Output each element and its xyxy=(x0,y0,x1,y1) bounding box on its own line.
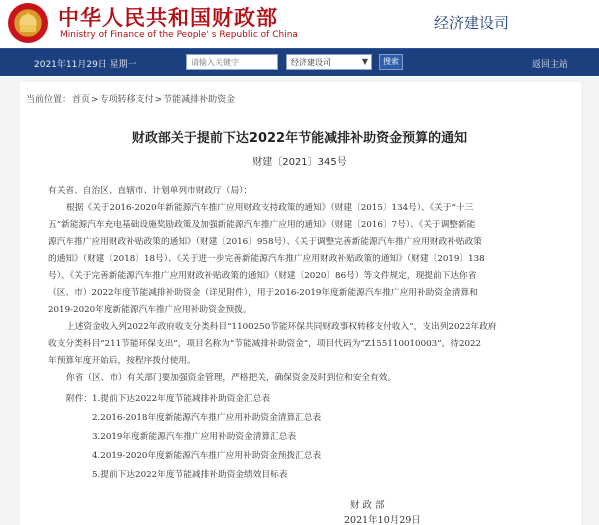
breadcrumb-item-current[interactable]: 节能减排补助资金 xyxy=(163,95,236,105)
attachments-label: 附件： xyxy=(66,394,93,404)
paragraph-1-line: 五”新能源汽车充电基础设施奖励政策及加强新能源汽车推广应用的通知》（财建〔2016〕7号）、《关于调整新能 xyxy=(48,220,476,230)
attachment-item[interactable]: 2.2016-2018年度新能源汽车推广应用补助资金清算汇总表 xyxy=(92,413,322,423)
attachment-item[interactable]: 1.提前下达2022年度节能减排补助资金汇总表 xyxy=(92,394,271,404)
search-button[interactable]: 搜索 xyxy=(379,54,403,70)
sign-date: 2021年10月29日 xyxy=(344,515,421,525)
paragraph-1-line: 的通知》（财建〔2018〕18号）、《关于进一步完善新能源汽车推广应用财政补贴政策的通知》（财建〔2019〕138 xyxy=(48,254,485,264)
section-title: 经济建设司 xyxy=(434,14,510,32)
site-title: 中华人民共和国财政部 xyxy=(58,6,278,30)
signature: 财 政 部 xyxy=(350,500,385,511)
document-title: 财政部关于提前下达2022年节能减排补助资金预算的通知 xyxy=(131,131,468,146)
department-select[interactable] xyxy=(286,54,372,70)
breadcrumb xyxy=(26,92,236,105)
chevron-down-icon: ▼ xyxy=(361,57,368,66)
breadcrumb-separator: > xyxy=(91,95,99,105)
department-select-value: 经济建设司 xyxy=(291,58,331,67)
paragraph-3: 你省（区、市）有关部门要加强资金管理，严格把关，确保资金及时到位和安全有效。 xyxy=(66,373,397,383)
search-input[interactable] xyxy=(186,54,278,70)
paragraph-1-line: （区、市）2022年度节能减排补助资金（详见附件），用于2016-2019年度新能源汽车推广应用补助资金清算和 xyxy=(48,288,478,298)
paragraph-2-line: 收支分类科目“211节能环保支出”，项目名称为“节能减排补助资金”，项目代码为“Z155110010003”，待2022 xyxy=(48,339,482,349)
star-icon: ★ xyxy=(22,10,34,25)
breadcrumb-item-home[interactable]: 首页 xyxy=(72,95,91,105)
breadcrumb-prefix: 当前位置： xyxy=(26,95,72,105)
paragraph-1-line: 源汽车推广应用财政补贴政策的通知》（财建〔2016〕958号）、《关于调整完善新能源汽车推广应用财政补贴政策 xyxy=(48,237,482,247)
attachment-item[interactable]: 3.2019年度新能源汽车推广应用补助资金清算汇总表 xyxy=(92,432,297,442)
attachment-item[interactable]: 5.提前下达2022年度节能减排补助资金绩效目标表 xyxy=(92,470,288,480)
document-number: 财建〔2021〕345号 xyxy=(252,157,347,168)
home-link[interactable]: 返回主站 xyxy=(532,60,569,70)
paragraph-1-line: 2019-2020年度新能源汽车推广应用补助资金预拨。 xyxy=(48,305,252,315)
site-header xyxy=(0,0,599,48)
paragraph-2-line: 上述资金收入列2022年政府收支分类科目“1100250节能环保共同财政事权转移支付收入”，支出列2022年政府 xyxy=(66,322,497,332)
paragraph-2-line: 年预算年度开始后，按程序拨付使用。 xyxy=(48,356,196,366)
top-navbar xyxy=(0,48,599,76)
salutation: 有关省、自治区、直辖市、计划单列市财政厅（局）： xyxy=(48,186,253,196)
paragraph-1-line: 号）、《关于完善新能源汽车推广应用财政补贴政策的通知》（财建〔2020〕86号）等文件规定，现提前下达你省 xyxy=(48,271,477,281)
paragraph-1-line: 根据《关于2016-2020年新能源汽车推广应用财政支持政策的通知》（财建〔2015〕134号）、《关于“十三 xyxy=(66,203,474,213)
national-emblem-icon xyxy=(8,3,48,43)
site-subtitle: Ministry of Finance of the People' s Republic of China xyxy=(60,30,298,40)
current-date: 2021年11月29日 星期一 xyxy=(34,60,137,70)
breadcrumb-item-transfer[interactable]: 专项转移支付 xyxy=(99,95,154,105)
gate-icon xyxy=(20,25,36,32)
breadcrumb-separator: > xyxy=(154,95,163,105)
attachment-item[interactable]: 4.2019-2020年度新能源汽车推广应用补助资金预拨汇总表 xyxy=(92,451,322,461)
